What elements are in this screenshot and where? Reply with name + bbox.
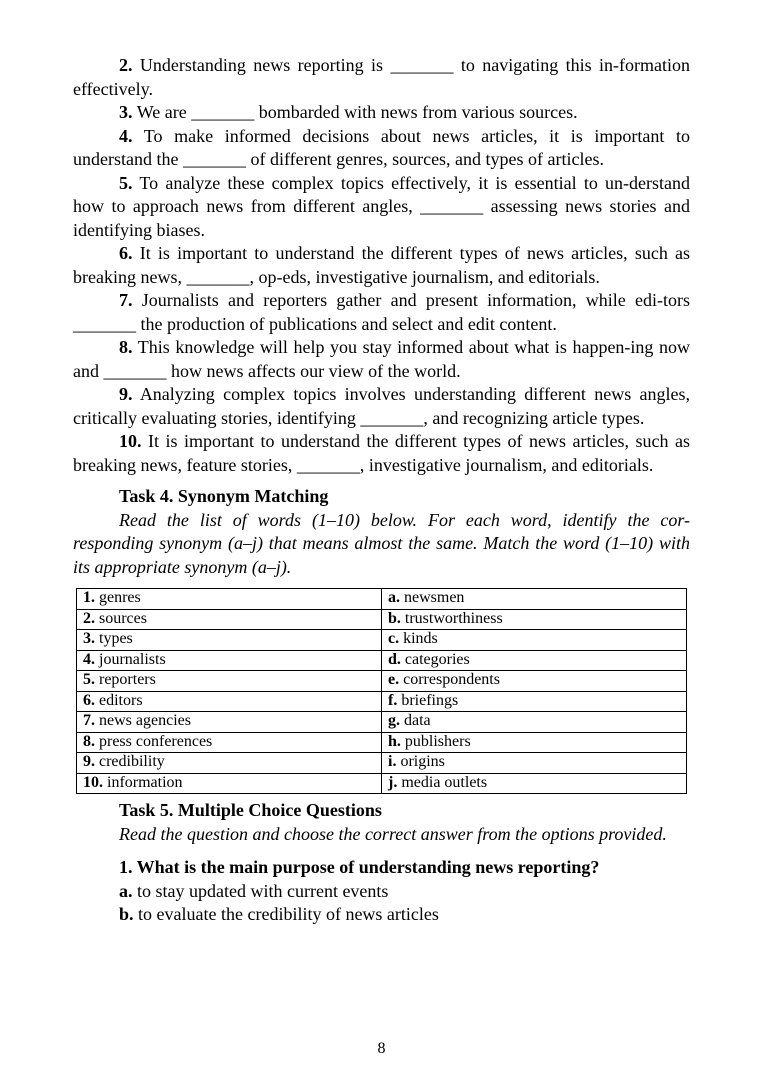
- item-number: 8.: [83, 732, 95, 750]
- item-text: genres: [99, 589, 141, 606]
- sentence-5: [73, 172, 690, 243]
- synonym-cell: [382, 650, 687, 671]
- sentence-3: [73, 101, 690, 125]
- sentence-text: Analyzing complex topics involves understanding different news angles, critically evaluating stories, identifying _______, and recognizing article types.: [73, 384, 690, 428]
- word-cell: [77, 630, 382, 651]
- item-text: categories: [404, 650, 470, 668]
- sentence-10: [73, 430, 690, 477]
- item-text: correspondents: [403, 671, 500, 688]
- item-text: reporters: [99, 671, 156, 688]
- sentence-4: [73, 125, 690, 172]
- option-letter: b.: [119, 904, 134, 924]
- word-cell: [77, 671, 382, 692]
- item-text: news agencies: [99, 712, 191, 729]
- sentence-text: We are _______ bombarded with news from various sources.: [136, 102, 578, 122]
- sentence-9: [73, 383, 690, 430]
- word-cell: [77, 589, 382, 610]
- item-number: 6.: [83, 691, 95, 709]
- synonym-cell: [382, 589, 687, 610]
- fill-in-sentences: [73, 54, 690, 477]
- item-text: information: [107, 773, 183, 791]
- sentence-number: 3.: [119, 102, 133, 122]
- table-row: [77, 691, 687, 712]
- sentence-6: [73, 242, 690, 289]
- item-number: e.: [388, 671, 400, 688]
- word-cell: [77, 712, 382, 733]
- item-number: a.: [388, 589, 400, 606]
- item-text: types: [99, 630, 133, 647]
- sentence-text: It is important to understand the different types of news articles, such as breaking news, feature stories, _______, investigative journalism, and editorials.: [73, 431, 690, 475]
- table-row: [77, 753, 687, 774]
- answer-option-b: [73, 903, 690, 927]
- word-cell: [77, 753, 382, 774]
- item-number: 4.: [83, 650, 95, 668]
- item-number: 10.: [83, 773, 103, 791]
- item-text: editors: [99, 691, 143, 709]
- item-text: sources: [99, 609, 147, 627]
- sentence-8: [73, 336, 690, 383]
- sentence-text: To make informed decisions about news articles, it is important to understand the _______ of different genres, sources, and types of articles.: [73, 125, 690, 169]
- synonym-matching-table: [76, 588, 687, 794]
- sentence-number: 8.: [119, 337, 133, 357]
- item-number: f.: [388, 691, 398, 709]
- item-number: d.: [388, 650, 401, 668]
- table-row: [77, 589, 687, 610]
- synonym-cell: [382, 630, 687, 651]
- synonym-cell: [382, 691, 687, 712]
- option-text: to evaluate the credibility of news articles: [138, 904, 439, 924]
- table-row: [77, 650, 687, 671]
- option-letter: a.: [119, 880, 133, 901]
- item-text: publishers: [404, 732, 471, 750]
- table-row: [77, 732, 687, 753]
- sentence-number: 7.: [119, 290, 133, 310]
- sentence-number: 4.: [119, 125, 133, 146]
- word-cell: [77, 773, 382, 794]
- sentence-text: This knowledge will help you stay informed about what is happen-ing now and _______ how news affects our view of the world.: [73, 337, 691, 381]
- sentence-2: [73, 54, 690, 101]
- sentence-text: Understanding news reporting is _______ to navigating this in-formation effectively.: [73, 55, 691, 99]
- item-text: data: [404, 712, 431, 729]
- task4-instructions: Read the list of words (1–10) below. For each word, identify the cor-responding synonym (a–j) that means almost the same. Match the word (1–10) with its appropriate synonym (a–j).: [73, 509, 690, 577]
- option-text: to stay updated with current events: [137, 880, 389, 901]
- task5-title: Task 5. Multiple Choice Questions: [119, 800, 382, 820]
- item-number: 5.: [83, 671, 95, 688]
- sentence-number: 9.: [119, 384, 133, 404]
- item-text: journalists: [99, 650, 166, 668]
- sentence-text: It is important to understand the different types of news articles, such as breaking news, _______, op-eds, investigative journalism, and editorials.: [73, 243, 691, 287]
- item-number: 9.: [83, 753, 95, 770]
- item-number: 2.: [83, 609, 95, 627]
- item-number: 7.: [83, 712, 95, 729]
- item-text: briefings: [401, 691, 459, 709]
- sentence-number: 6.: [119, 243, 133, 263]
- synonym-cell: [382, 671, 687, 692]
- item-number: h.: [388, 732, 401, 750]
- item-number: i.: [388, 753, 397, 770]
- synonym-cell: [382, 712, 687, 733]
- table-row: [77, 671, 687, 692]
- item-text: press conferences: [99, 732, 213, 750]
- item-text: kinds: [403, 630, 438, 647]
- page-content: [73, 54, 690, 927]
- item-number: j.: [388, 773, 398, 791]
- sentence-number: 10.: [119, 431, 142, 451]
- sentence-7: [73, 289, 690, 336]
- item-text: origins: [400, 753, 445, 770]
- item-number: b.: [388, 609, 401, 627]
- answer-option-a: [73, 880, 690, 904]
- sentence-number: 2.: [119, 55, 133, 75]
- synonym-cell: [382, 609, 687, 630]
- synonym-cell: [382, 773, 687, 794]
- item-number: c.: [388, 630, 400, 647]
- word-cell: [77, 650, 382, 671]
- page-number: 8: [377, 1040, 386, 1057]
- table-row: [77, 609, 687, 630]
- task5-instructions: Read the question and choose the correct answer from the options provided.: [119, 823, 667, 844]
- sentence-text: Journalists and reporters gather and present information, while edi-tors _______ the production of publications and select and edit content.: [73, 290, 691, 334]
- synonym-cell: [382, 732, 687, 753]
- synonym-cell: [382, 753, 687, 774]
- sentence-number: 5.: [119, 172, 133, 193]
- item-text: newsmen: [404, 589, 465, 606]
- table-row: [77, 712, 687, 733]
- word-cell: [77, 609, 382, 630]
- table-row: [77, 630, 687, 651]
- table-row: [77, 773, 687, 794]
- item-number: 3.: [83, 630, 95, 647]
- item-text: trustworthiness: [404, 609, 503, 627]
- item-number: g.: [388, 712, 400, 729]
- item-text: media outlets: [401, 773, 488, 791]
- question-1: 1. What is the main purpose of understanding news reporting?: [119, 857, 600, 877]
- word-cell: [77, 732, 382, 753]
- sentence-text: To analyze these complex topics effectively, it is essential to un-derstand how to approach news from different angles, _______ assessing news stories and identifying biases.: [73, 172, 690, 240]
- word-cell: [77, 691, 382, 712]
- item-number: 1.: [83, 589, 95, 606]
- item-text: credibility: [99, 753, 165, 770]
- task4-title: Task 4. Synonym Matching: [119, 486, 329, 506]
